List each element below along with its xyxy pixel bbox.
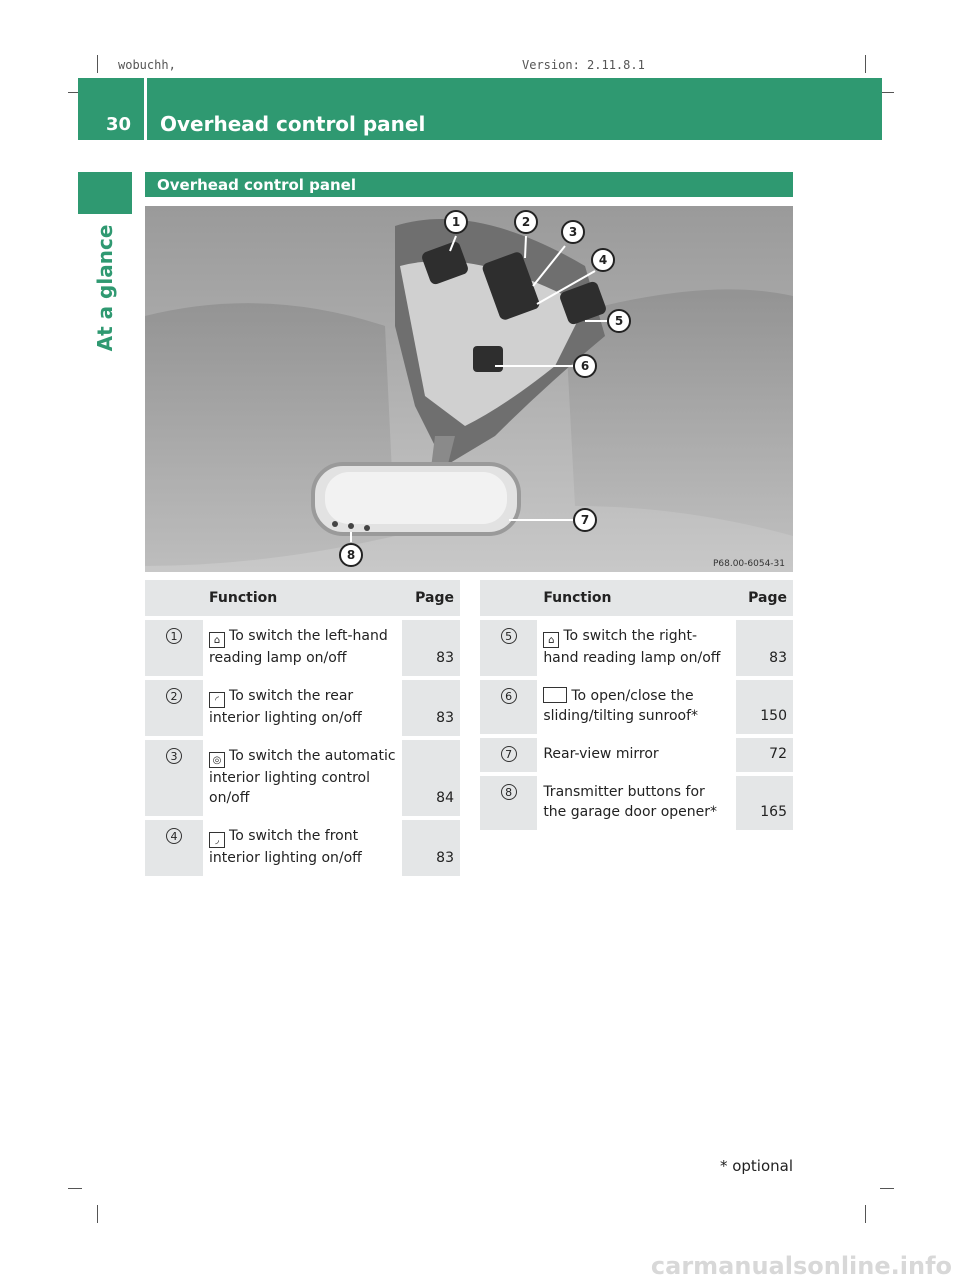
col-function-header: Function bbox=[203, 580, 402, 618]
print-meta-right: Version: 2.11.8.1 bbox=[522, 58, 645, 72]
col-number-header bbox=[145, 580, 203, 618]
row-page: 150 bbox=[736, 678, 793, 736]
row-page: 84 bbox=[402, 738, 460, 818]
item-number: 6 bbox=[501, 688, 517, 704]
col-page-header: Page bbox=[402, 580, 460, 618]
section-heading: Overhead control panel bbox=[145, 172, 793, 197]
row-function-text: Rear-view mirror bbox=[543, 746, 659, 762]
item-number: 1 bbox=[166, 628, 182, 644]
auto-interior-light-icon: ◎ bbox=[209, 752, 225, 768]
row-page: 83 bbox=[402, 678, 460, 738]
col-page-header: Page bbox=[736, 580, 793, 618]
crop-mark bbox=[97, 1205, 98, 1223]
row-page: 83 bbox=[402, 618, 460, 678]
table-row bbox=[480, 774, 793, 832]
item-number: 3 bbox=[166, 748, 182, 764]
header-divider bbox=[144, 78, 147, 140]
function-table-left bbox=[145, 580, 460, 880]
row-function-text: To switch the rear interior lighting on/off bbox=[209, 688, 362, 726]
row-page: 83 bbox=[402, 818, 460, 878]
print-meta-left: wobuchh, bbox=[118, 58, 176, 72]
table-row bbox=[145, 678, 460, 738]
function-table-right bbox=[480, 580, 793, 834]
garage-button bbox=[364, 525, 370, 531]
svg-text:1: 1 bbox=[451, 215, 461, 229]
crop-mark bbox=[880, 1188, 894, 1189]
crop-mark bbox=[97, 55, 98, 73]
page-number: 30 bbox=[106, 114, 132, 135]
row-function-text: To switch the left-hand reading lamp on/off bbox=[209, 628, 388, 666]
item-number: 4 bbox=[166, 828, 182, 844]
svg-text:7: 7 bbox=[580, 513, 590, 527]
table-row bbox=[480, 618, 793, 678]
table-row bbox=[145, 818, 460, 878]
row-page: 165 bbox=[736, 774, 793, 832]
watermark: carmanualsonline.info bbox=[650, 1252, 952, 1280]
table-row bbox=[145, 738, 460, 818]
crop-mark bbox=[880, 92, 894, 93]
page-header bbox=[78, 78, 882, 140]
row-function-text: To switch the automatic interior lighting control on/off bbox=[209, 748, 396, 806]
svg-text:2: 2 bbox=[521, 215, 531, 229]
table-row bbox=[145, 618, 460, 678]
rear-interior-light-icon: ◜ bbox=[209, 692, 225, 708]
figure-code: P68.00-6054-31 bbox=[712, 559, 785, 569]
row-function-text: Transmitter buttons for the garage door opener* bbox=[543, 784, 718, 820]
svg-text:4: 4 bbox=[598, 253, 608, 267]
sunroof-icon bbox=[543, 687, 567, 703]
garage-button bbox=[348, 523, 354, 529]
svg-text:6: 6 bbox=[580, 359, 590, 373]
table-row bbox=[480, 678, 793, 736]
row-function-text: To switch the front interior lighting on/off bbox=[209, 828, 362, 866]
crop-mark bbox=[865, 55, 866, 73]
footnote: * optional bbox=[719, 1157, 793, 1175]
col-function-header: Function bbox=[537, 580, 735, 618]
reading-lamp-icon: ⌂ bbox=[543, 632, 559, 648]
svg-text:3: 3 bbox=[568, 225, 578, 239]
chapter-label-text: At a glance bbox=[93, 224, 117, 352]
row-function-text: To switch the right-hand reading lamp on/off bbox=[543, 628, 721, 666]
sunroof-switch bbox=[473, 346, 503, 372]
chapter-tab bbox=[78, 172, 132, 214]
row-function-text: To open/close the sliding/tilting sunroof* bbox=[543, 688, 699, 724]
crop-mark bbox=[865, 1205, 866, 1223]
item-number: 7 bbox=[501, 746, 517, 762]
overhead-panel-photo bbox=[145, 206, 793, 572]
item-number: 5 bbox=[501, 628, 517, 644]
svg-text:8: 8 bbox=[346, 548, 356, 562]
col-number-header bbox=[480, 580, 537, 618]
page-title: Overhead control panel bbox=[160, 112, 426, 136]
table-row bbox=[480, 736, 793, 774]
item-number: 8 bbox=[501, 784, 517, 800]
chapter-label bbox=[78, 218, 132, 358]
front-interior-light-icon: ◞ bbox=[209, 832, 225, 848]
mirror-glass bbox=[325, 472, 507, 524]
item-number: 2 bbox=[166, 688, 182, 704]
row-page: 72 bbox=[736, 736, 793, 774]
reading-lamp-icon: ⌂ bbox=[209, 632, 225, 648]
svg-text:5: 5 bbox=[614, 314, 624, 328]
garage-button bbox=[332, 521, 338, 527]
crop-mark bbox=[68, 1188, 82, 1189]
row-page: 83 bbox=[736, 618, 793, 678]
